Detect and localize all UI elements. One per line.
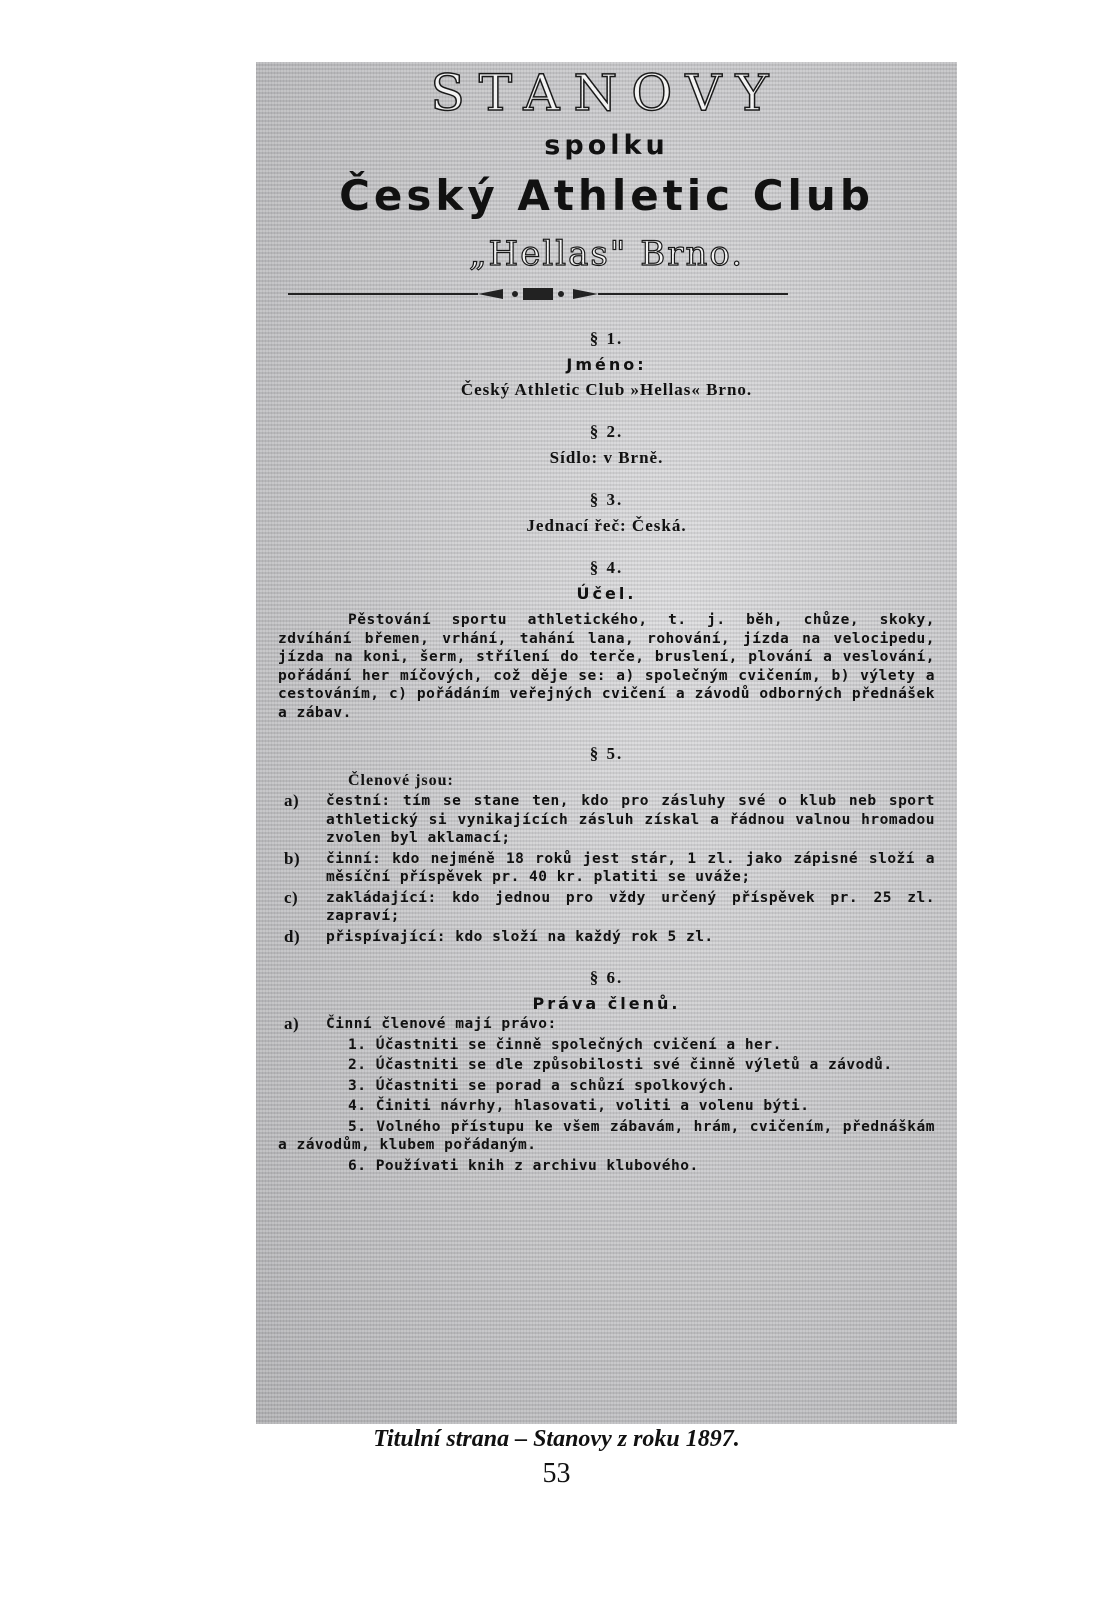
- item-marker: a): [284, 791, 300, 810]
- section-4-heading: Účel.: [576, 584, 637, 603]
- section-5-lead: Členové jsou:: [348, 772, 454, 789]
- item-marker: b): [284, 848, 301, 868]
- scanned-document: [256, 62, 957, 1424]
- section-6-number: § 6.: [589, 968, 624, 987]
- section-5-number: § 5.: [589, 744, 624, 763]
- section-6-item-1: 1. Účastniti se činně společných cvičení a her.: [348, 1036, 782, 1053]
- section-6-item-3: 3. Účastniti se porad a schůzí spolkových.: [348, 1077, 736, 1094]
- section-2-text: Sídlo: v Brně.: [549, 448, 664, 467]
- section-5-item-c: [278, 889, 935, 926]
- page-number: 53: [542, 1458, 571, 1489]
- section-3-text: Jednací řeč: Česká.: [526, 516, 687, 535]
- section-1-text: Český Athletic Club »Hellas« Brno.: [460, 380, 753, 399]
- item-text: čestní: tím se stane ten, kdo pro zásluhy své o klub neb sport athletický si vynikajících zásluh získal a řádnou valnou hromadou zvolen byl aklamací;: [326, 793, 935, 846]
- section-6-item-4: 4. Činiti návrhy, hlasovati, voliti a volenu býti.: [348, 1098, 810, 1114]
- section-1-number: § 1.: [589, 329, 624, 348]
- item-marker: c): [284, 887, 299, 907]
- item-marker: d): [284, 926, 301, 946]
- item-text: zakládající: kdo jednou pro vždy určený příspěvek pr. 25 zl. zapraví;: [326, 889, 935, 924]
- section-5-item-b: [278, 850, 935, 887]
- figure-caption: Titulní strana – Stanovy z roku 1897.: [373, 1426, 740, 1452]
- club-name: Český Athletic Club: [339, 171, 874, 220]
- section-4-number: § 4.: [589, 558, 624, 577]
- section-2-number: § 2.: [589, 422, 624, 441]
- club-city: „Hellas" Brno.: [468, 234, 745, 274]
- document-subtitle: spolku: [544, 130, 669, 161]
- section-6-item-5: 5. Volného přístupu ke všem zábavám, hrám, cvičením, přednáškám a závodům, klubem pořádaným.: [278, 1118, 935, 1153]
- item-text: přispívající: kdo složí na každý rok 5 zl.: [326, 928, 714, 945]
- document-title: STANOVY: [430, 64, 783, 122]
- section-5-item-d: [278, 928, 935, 947]
- section-3-number: § 3.: [589, 490, 624, 509]
- section-6-heading: Práva členů.: [532, 994, 681, 1013]
- item-text: činní: kdo nejméně 18 roků jest stár, 1 zl. jako zápisné složí a měsíční příspěvek pr. 40 kr. platiti se uváže;: [326, 850, 935, 885]
- section-6-lead: [278, 1015, 935, 1034]
- section-6-item-2: 2. Účastniti se dle způsobilosti své činně výletů a závodů.: [348, 1057, 893, 1073]
- item-text: Činní členové mají právo:: [326, 1016, 557, 1032]
- item-marker: a): [284, 1014, 300, 1033]
- ornament-divider: [278, 286, 798, 302]
- section-4-text: Pěstování sportu athletického, t. j. běh, chůze, skoky, zdvíhání břemen, vrhání, tahání lana, rohování, jízda na velocipedu, jízda na koni, šerm, střílení do terče, bruslení, plování a veslování, pořádání her míčových, což děje se: a) společným cvičením, b) výlety a cestováním, c) pořádáním veřejných cvičení a závodů odborných přednášek a zábav.: [278, 612, 935, 721]
- section-5-item-a: [278, 792, 935, 848]
- section-6-item-6: 6. Používati knih z archivu klubového.: [348, 1157, 699, 1174]
- section-1-heading: Jméno:: [566, 355, 647, 374]
